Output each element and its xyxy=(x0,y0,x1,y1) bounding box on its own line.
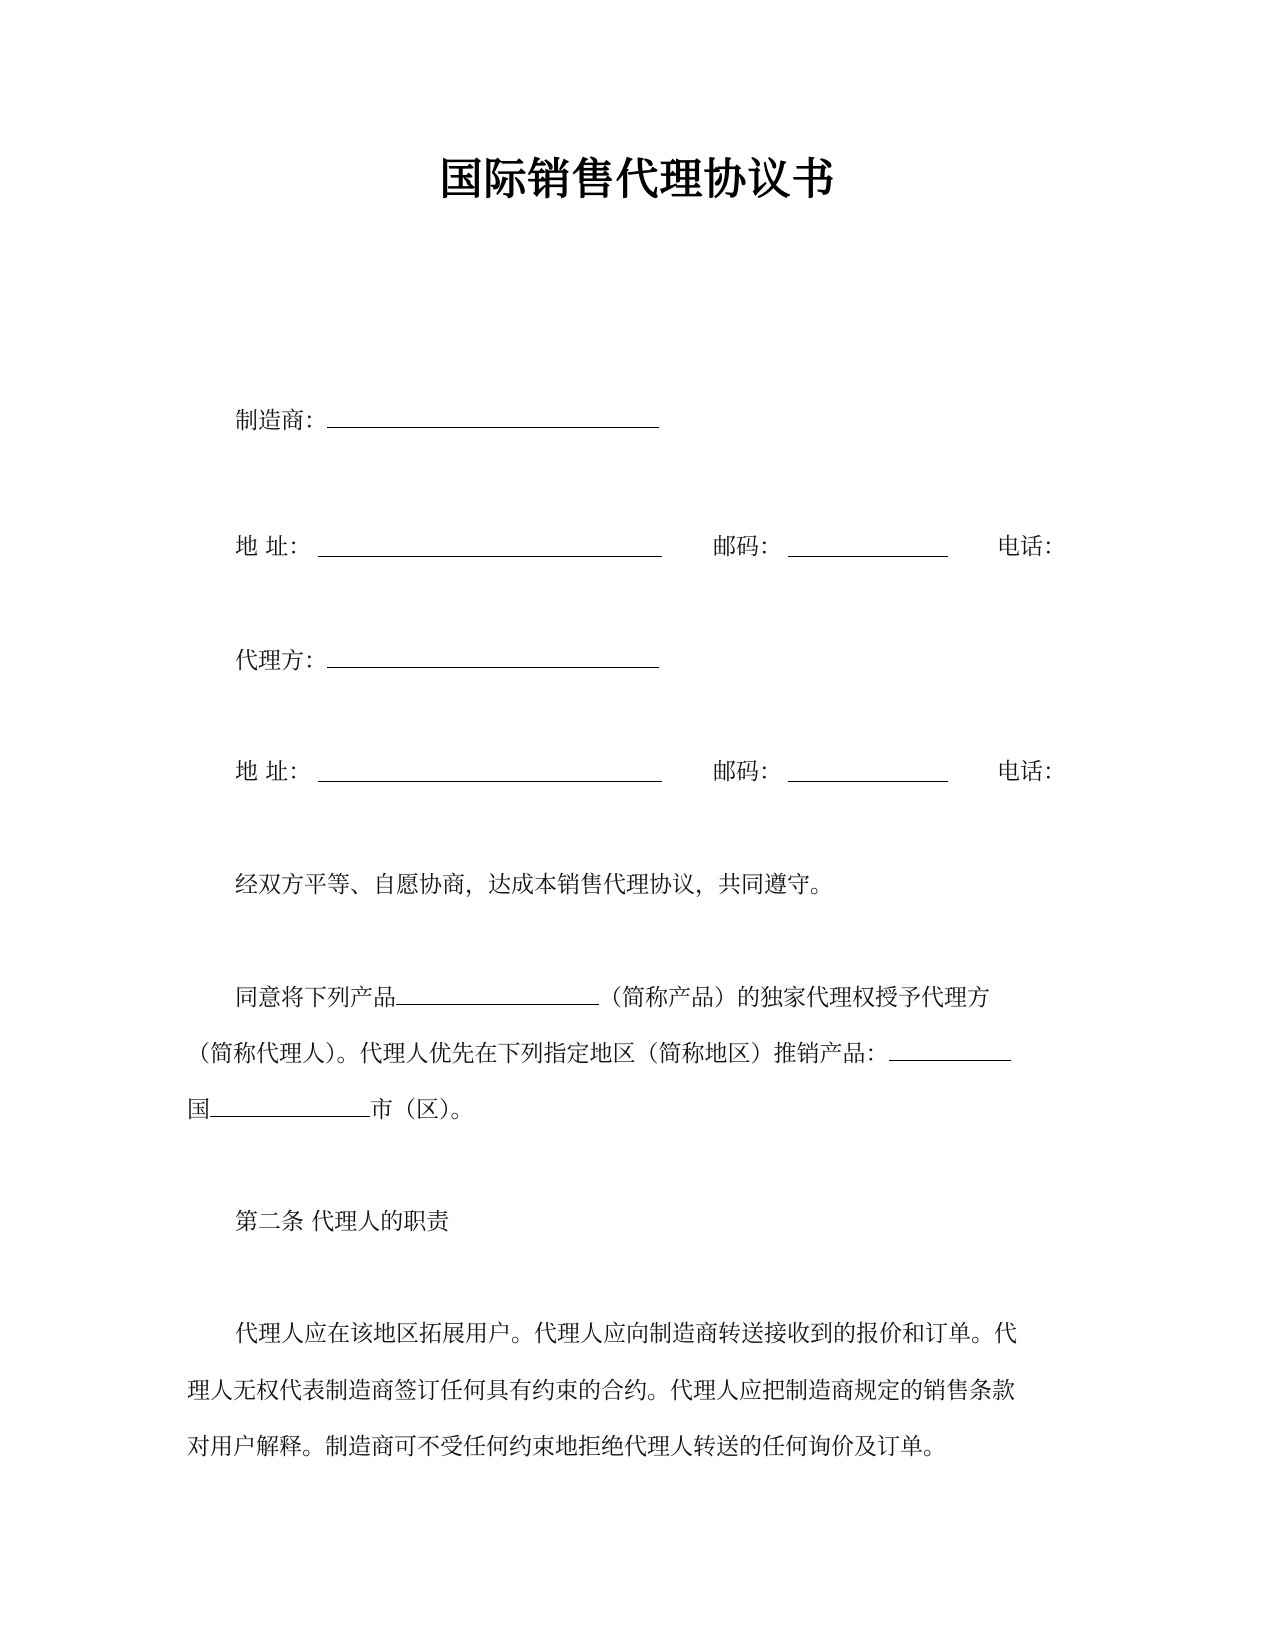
duty-line-2: 理人无权代表制造商签订任何具有约束的合约。代理人应把制造商规定的销售条款 xyxy=(187,1378,1015,1404)
manufacturer-phone-label: 电话： xyxy=(997,534,1066,560)
article-2-heading: 第二条 代理人的职责 xyxy=(235,1209,450,1235)
grant-line-2 xyxy=(187,1038,1011,1069)
manufacturer-blank[interactable] xyxy=(327,405,659,428)
duty-line-3: 对用户解释。制造商可不受任何约束地拒绝代理人转送的任何询价及订单。 xyxy=(187,1434,946,1460)
agent-row xyxy=(235,645,659,676)
city-blank[interactable] xyxy=(210,1094,370,1117)
manufacturer-address-label: 地 址： xyxy=(235,534,312,560)
agent-blank[interactable] xyxy=(327,645,659,668)
manufacturer-label: 制造商： xyxy=(235,408,327,434)
manufacturer-postcode-label: 邮码： xyxy=(713,534,782,560)
product-blank[interactable] xyxy=(396,982,599,1005)
manufacturer-address-blank[interactable] xyxy=(318,534,662,557)
document-title: 国际销售代理协议书 xyxy=(439,155,836,205)
grant-text-b: （简称产品）的独家代理权授予代理方 xyxy=(599,985,990,1011)
agent-label: 代理方： xyxy=(235,648,327,674)
grant-line-1 xyxy=(235,982,990,1013)
grant-text-e: 市（区）。 xyxy=(370,1097,474,1123)
intro-paragraph: 经双方平等、自愿协商，达成本销售代理协议，共同遵守。 xyxy=(235,872,833,898)
manufacturer-row xyxy=(235,405,659,436)
agent-postcode-label: 邮码： xyxy=(713,759,782,785)
agent-address-blank[interactable] xyxy=(318,759,662,782)
country-blank[interactable] xyxy=(889,1038,1011,1061)
agent-address-label: 地 址： xyxy=(235,759,312,785)
grant-text-d: 国 xyxy=(187,1097,210,1123)
duty-line-1: 代理人应在该地区拓展用户。代理人应向制造商转送接收到的报价和订单。代 xyxy=(235,1321,1017,1347)
agent-phone-label: 电话： xyxy=(997,759,1066,785)
agent-postcode-blank[interactable] xyxy=(788,759,948,782)
manufacturer-postcode-blank[interactable] xyxy=(788,534,948,557)
grant-text-c: （简称代理人）。代理人优先在下列指定地区（简称地区）推销产品： xyxy=(187,1041,889,1067)
grant-text-a: 同意将下列产品 xyxy=(235,985,396,1011)
grant-line-3 xyxy=(187,1094,474,1125)
